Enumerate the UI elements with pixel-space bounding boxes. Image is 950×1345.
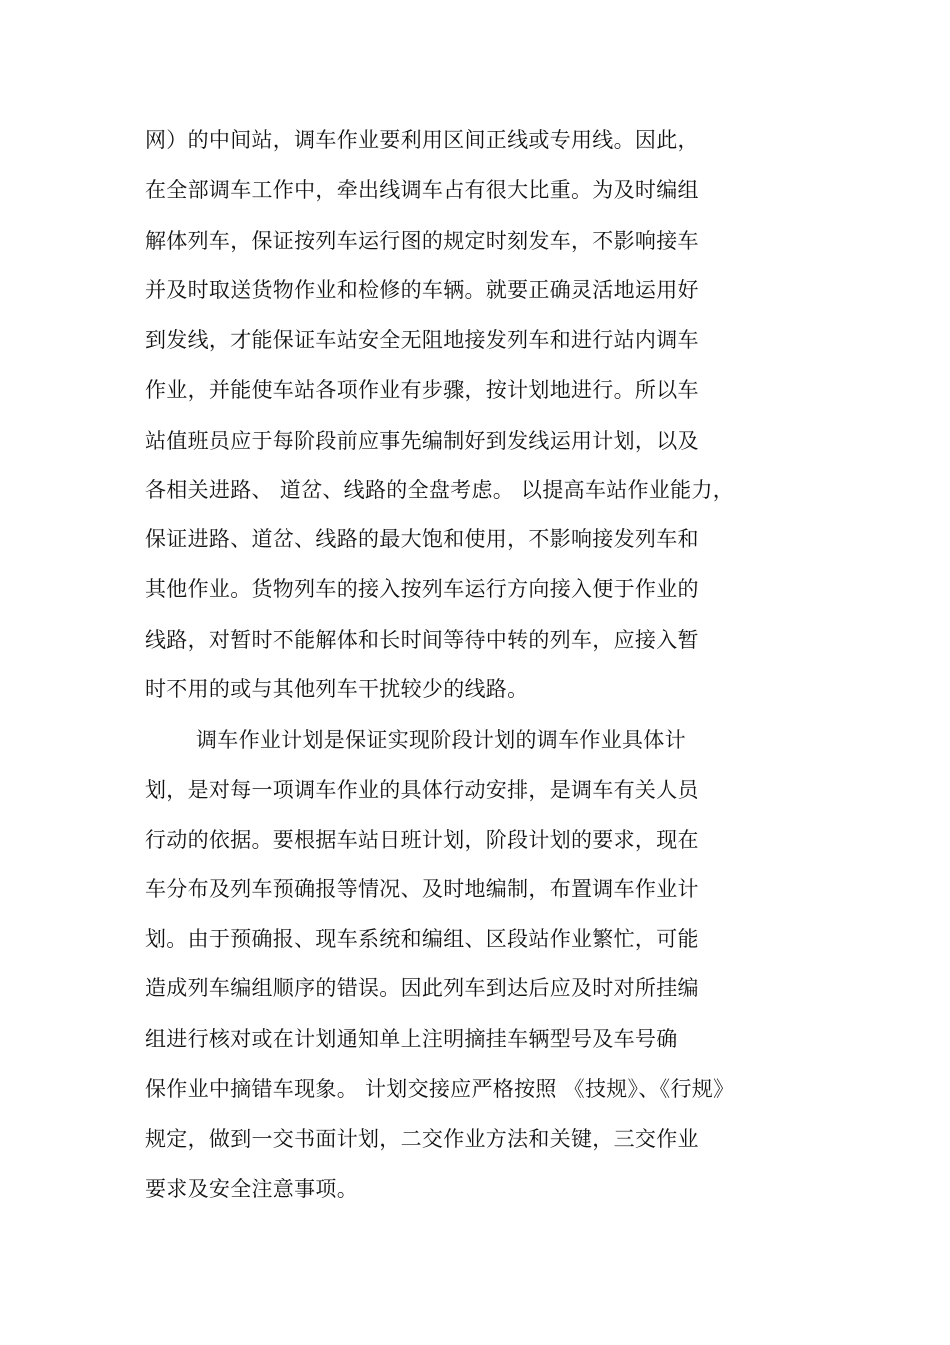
- text-line: 并及时取送货物作业和检修的车辆。就要正确灵活地运用好: [145, 278, 699, 302]
- text-line: 组进行核对或在计划通知单上注明摘挂车辆型号及车号确: [145, 1027, 678, 1051]
- text-line: 到发线，才能保证车站安全无阻地接发列车和进行站内调车: [145, 328, 699, 352]
- text-line: 作业，并能使车站各项作业有步骤，按计划地进行。所以车: [145, 378, 699, 402]
- text-line: 保作业中摘错车现象。 计划交接应严格按照 《技规》、《行规》: [145, 1077, 735, 1101]
- text-line: 各相关进路、 道岔、线路的全盘考虑。 以提高车站作业能力，: [145, 478, 735, 502]
- text-line: 网）的中间站，调车作业要利用区间正线或专用线。因此，: [145, 128, 699, 152]
- text-line: 行动的依据。要根据车站日班计划，阶段计划的要求，现在: [145, 828, 699, 852]
- text-line: 划，是对每一项调车作业的具体行动安排，是调车有关人员: [145, 778, 699, 802]
- text-line: 站值班员应于每阶段前应事先编制好到发线运用计划，以及: [145, 429, 699, 453]
- text-line: 在全部调车工作中，牵出线调车占有很大比重。为及时编组: [145, 178, 699, 202]
- text-line: 其他作业。货物列车的接入按列车运行方向接入便于作业的: [145, 577, 699, 601]
- text-line: 解体列车，保证按列车运行图的规定时刻发车，不影响接车: [145, 229, 699, 253]
- text-line: 线路，对暂时不能解体和长时间等待中转的列车，应接入暂: [145, 628, 699, 652]
- text-line: 规定，做到一交书面计划，二交作业方法和关键，三交作业: [145, 1127, 699, 1151]
- text-line: 时不用的或与其他列车干扰较少的线路。: [145, 677, 529, 701]
- text-line: 调车作业计划是保证实现阶段计划的调车作业具体计: [196, 728, 686, 752]
- text-line: 车分布及列车预确报等情况、及时地编制，布置调车作业计: [145, 877, 699, 901]
- text-line: 造成列车编组顺序的错误。因此列车到达后应及时对所挂编: [145, 976, 699, 1000]
- text-line: 划。由于预确报、现车系统和编组、区段站作业繁忙，可能: [145, 927, 699, 951]
- text-line: 要求及安全注意事项。: [145, 1177, 358, 1201]
- text-line: 保证进路、道岔、线路的最大饱和使用，不影响接发列车和: [145, 527, 699, 551]
